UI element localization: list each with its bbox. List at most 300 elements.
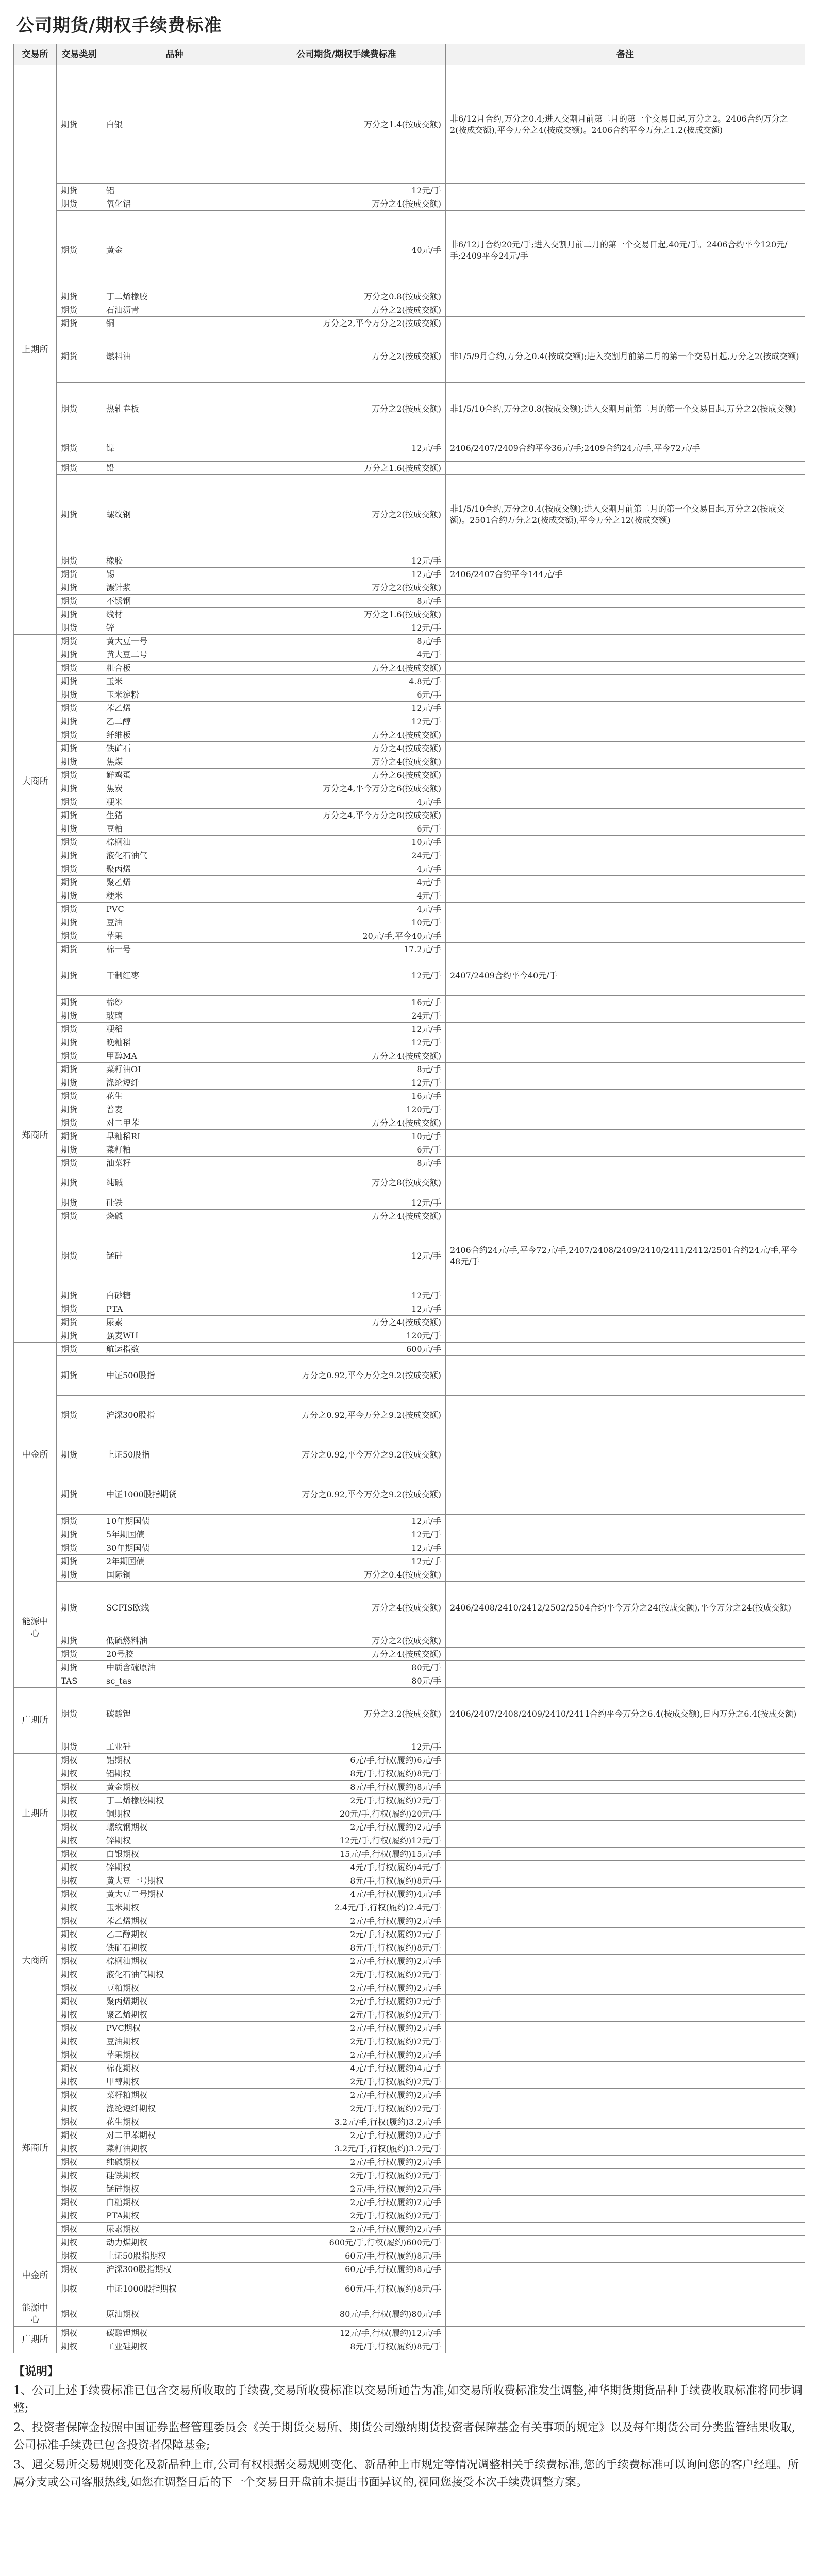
category-cell: 期货 bbox=[57, 1661, 102, 1674]
fee-cell: 8元/手,行权(履约)8元/手 bbox=[247, 1874, 446, 1888]
table-row bbox=[14, 2340, 805, 2353]
fee-cell: 12元/手 bbox=[247, 554, 446, 568]
remark-cell bbox=[446, 1661, 805, 1674]
fee-cell: 万分之4(按成交额) bbox=[247, 1316, 446, 1329]
remark-cell bbox=[446, 2209, 805, 2223]
product-cell: 镍 bbox=[102, 435, 247, 462]
category-cell: 期货 bbox=[57, 1289, 102, 1302]
product-cell: 黄大豆二号期权 bbox=[102, 1888, 247, 1901]
remark-cell bbox=[446, 2062, 805, 2075]
exchange-cell: 能源中心 bbox=[14, 2302, 57, 2327]
remark-cell bbox=[446, 1861, 805, 1874]
fee-cell: 2元/手,行权(履约)2元/手 bbox=[247, 1955, 446, 1968]
remark-cell bbox=[446, 1049, 805, 1063]
table-row bbox=[14, 435, 805, 462]
category-cell: 期货 bbox=[57, 184, 102, 197]
table-row bbox=[14, 742, 805, 755]
table-row bbox=[14, 1794, 805, 1807]
category-cell: 期权 bbox=[57, 1807, 102, 1821]
remark-cell bbox=[446, 1435, 805, 1475]
product-cell: 石油沥青 bbox=[102, 303, 247, 317]
product-cell: 锌期权 bbox=[102, 1834, 247, 1848]
product-cell: 10年期国债 bbox=[102, 1515, 247, 1528]
fee-cell: 万分之4(按成交额) bbox=[247, 755, 446, 769]
table-row bbox=[14, 2326, 805, 2340]
table-row bbox=[14, 1754, 805, 1767]
product-cell: 螺纹钢 bbox=[102, 475, 247, 554]
product-cell: 液化石油气期权 bbox=[102, 1968, 247, 1981]
fee-cell: 12元/手,行权(履约)12元/手 bbox=[247, 2326, 446, 2340]
category-cell: 期权 bbox=[57, 2276, 102, 2302]
fee-cell: 3.2元/手,行权(履约)3.2元/手 bbox=[247, 2115, 446, 2129]
table-row bbox=[14, 1848, 805, 1861]
table-row bbox=[14, 903, 805, 916]
remark-cell: 2406/2408/2410/2412/2502/2504合约平今万分之24(按成交额),平今万分之24(按成交额) bbox=[446, 1582, 805, 1634]
table-row bbox=[14, 1103, 805, 1116]
category-cell: 期权 bbox=[57, 2062, 102, 2075]
product-cell: 聚乙烯 bbox=[102, 876, 247, 889]
table-row bbox=[14, 383, 805, 435]
table-row bbox=[14, 1076, 805, 1090]
table-row bbox=[14, 929, 805, 943]
fee-cell: 2元/手,行权(履约)2元/手 bbox=[247, 1821, 446, 1834]
remark-cell bbox=[446, 715, 805, 728]
fee-cell: 12元/手 bbox=[247, 1302, 446, 1316]
table-row bbox=[14, 1223, 805, 1289]
product-cell: 橡胶 bbox=[102, 554, 247, 568]
exchange-cell: 上期所 bbox=[14, 1754, 57, 1874]
fee-cell: 2元/手,行权(履约)2元/手 bbox=[247, 1981, 446, 1995]
table-row bbox=[14, 2236, 805, 2249]
fee-cell: 万分之0.92,平今万分之9.2(按成交额) bbox=[247, 1396, 446, 1435]
table-row bbox=[14, 1316, 805, 1329]
fee-cell: 万分之0.4(按成交额) bbox=[247, 1568, 446, 1582]
category-cell: 期货 bbox=[57, 435, 102, 462]
table-row bbox=[14, 2142, 805, 2156]
header-remark: 备注 bbox=[446, 44, 805, 65]
category-cell: 期货 bbox=[57, 1210, 102, 1223]
remark-cell bbox=[446, 1740, 805, 1754]
product-cell: 国际铜 bbox=[102, 1568, 247, 1582]
fee-cell: 万分之4(按成交额) bbox=[247, 197, 446, 211]
table-row bbox=[14, 197, 805, 211]
remark-cell bbox=[446, 2129, 805, 2142]
product-cell: 黄大豆一号期权 bbox=[102, 1874, 247, 1888]
category-cell: 期权 bbox=[57, 2008, 102, 2022]
category-cell: 期权 bbox=[57, 1821, 102, 1834]
remark-cell bbox=[446, 1528, 805, 1541]
product-cell: 黄大豆一号 bbox=[102, 635, 247, 648]
remark-cell bbox=[446, 1848, 805, 1861]
remark-cell bbox=[446, 1874, 805, 1888]
table-row bbox=[14, 889, 805, 903]
product-cell: 乙二醇 bbox=[102, 715, 247, 728]
table-row bbox=[14, 184, 805, 197]
table-row bbox=[14, 1009, 805, 1023]
category-cell: 期货 bbox=[57, 1634, 102, 1648]
fee-cell: 2元/手,行权(履约)2元/手 bbox=[247, 2022, 446, 2035]
category-cell: 期货 bbox=[57, 1076, 102, 1090]
fee-cell: 6元/手 bbox=[247, 1143, 446, 1157]
category-cell: 期权 bbox=[57, 1955, 102, 1968]
category-cell: 期货 bbox=[57, 769, 102, 782]
table-row bbox=[14, 65, 805, 184]
table-row bbox=[14, 2022, 805, 2035]
category-cell: 期货 bbox=[57, 621, 102, 635]
table-row bbox=[14, 581, 805, 595]
product-cell: PVC bbox=[102, 903, 247, 916]
remark-cell bbox=[446, 702, 805, 715]
fee-cell: 16元/手 bbox=[247, 996, 446, 1009]
product-cell: 黄金期权 bbox=[102, 1781, 247, 1794]
category-cell: 期权 bbox=[57, 1834, 102, 1848]
category-cell: 期货 bbox=[57, 635, 102, 648]
remark-cell bbox=[446, 2182, 805, 2196]
remark-cell bbox=[446, 662, 805, 675]
product-cell: PTA bbox=[102, 1302, 247, 1316]
table-row bbox=[14, 1143, 805, 1157]
category-cell: 期货 bbox=[57, 1435, 102, 1475]
product-cell: 苹果 bbox=[102, 929, 247, 943]
category-cell: 期货 bbox=[57, 1329, 102, 1343]
table-row bbox=[14, 1688, 805, 1740]
remark-cell bbox=[446, 2022, 805, 2035]
remark-cell bbox=[446, 1356, 805, 1396]
fee-cell: 8元/手,行权(履约)8元/手 bbox=[247, 2340, 446, 2353]
category-cell: 期货 bbox=[57, 795, 102, 809]
table-body bbox=[14, 65, 805, 2353]
category-cell: 期货 bbox=[57, 1116, 102, 1130]
product-cell: 强麦WH bbox=[102, 1329, 247, 1343]
fee-cell: 20元/手,行权(履约)20元/手 bbox=[247, 1807, 446, 1821]
remark-cell bbox=[446, 1807, 805, 1821]
category-cell: 期权 bbox=[57, 2102, 102, 2115]
fee-cell: 万分之1.6(按成交额) bbox=[247, 462, 446, 475]
category-cell: 期货 bbox=[57, 1528, 102, 1541]
category-cell: 期货 bbox=[57, 929, 102, 943]
remark-cell bbox=[446, 1901, 805, 1914]
table-row bbox=[14, 1130, 805, 1143]
remark-cell bbox=[446, 836, 805, 849]
table-header-row bbox=[14, 44, 805, 65]
fee-cell: 12元/手 bbox=[247, 956, 446, 996]
product-cell: 花生 bbox=[102, 1090, 247, 1103]
product-cell: 铅 bbox=[102, 462, 247, 475]
remark-cell bbox=[446, 782, 805, 795]
product-cell: 棉花期权 bbox=[102, 2062, 247, 2075]
exchange-cell: 郑商所 bbox=[14, 2048, 57, 2249]
category-cell: 期货 bbox=[57, 1063, 102, 1076]
fee-cell: 万分之0.92,平今万分之9.2(按成交额) bbox=[247, 1435, 446, 1475]
remark-cell bbox=[446, 1794, 805, 1807]
remark-cell bbox=[446, 2115, 805, 2129]
category-cell: 期货 bbox=[57, 1356, 102, 1396]
category-cell: 期货 bbox=[57, 568, 102, 581]
fee-cell: 4元/手 bbox=[247, 903, 446, 916]
table-row bbox=[14, 2062, 805, 2075]
table-row bbox=[14, 1196, 805, 1210]
product-cell: 2年期国债 bbox=[102, 1555, 247, 1568]
product-cell: 氧化铝 bbox=[102, 197, 247, 211]
category-cell: 期权 bbox=[57, 2129, 102, 2142]
category-cell: 期货 bbox=[57, 317, 102, 330]
category-cell: 期货 bbox=[57, 1568, 102, 1582]
table-row bbox=[14, 1955, 805, 1968]
category-cell: 期货 bbox=[57, 1023, 102, 1036]
category-cell: 期货 bbox=[57, 1223, 102, 1289]
fee-cell: 2元/手,行权(履约)2元/手 bbox=[247, 1995, 446, 2008]
table-row bbox=[14, 1995, 805, 2008]
category-cell: 期权 bbox=[57, 1901, 102, 1914]
fee-cell: 4元/手 bbox=[247, 862, 446, 876]
fee-cell: 17.2元/手 bbox=[247, 943, 446, 956]
product-cell: 丁二烯橡胶 bbox=[102, 290, 247, 303]
fee-cell: 10元/手 bbox=[247, 916, 446, 929]
fee-cell: 80元/手 bbox=[247, 1674, 446, 1688]
table-row bbox=[14, 1674, 805, 1688]
table-row bbox=[14, 876, 805, 889]
table-row bbox=[14, 1170, 805, 1196]
product-cell: 普麦 bbox=[102, 1103, 247, 1116]
table-row bbox=[14, 675, 805, 688]
fee-cell: 12元/手 bbox=[247, 1289, 446, 1302]
table-row bbox=[14, 2102, 805, 2115]
fee-cell: 万分之4,平今万分之8(按成交额) bbox=[247, 809, 446, 822]
fee-cell: 万分之4(按成交额) bbox=[247, 1210, 446, 1223]
table-row bbox=[14, 595, 805, 608]
category-cell: 期货 bbox=[57, 688, 102, 702]
product-cell: 中质含硫原油 bbox=[102, 1661, 247, 1674]
fee-cell: 6元/手,行权(履约)6元/手 bbox=[247, 1754, 446, 1767]
exchange-cell: 能源中心 bbox=[14, 1568, 57, 1688]
table-row bbox=[14, 2169, 805, 2182]
remark-cell bbox=[446, 2263, 805, 2276]
remark-cell bbox=[446, 1888, 805, 1901]
remark-cell bbox=[446, 1090, 805, 1103]
category-cell: 期货 bbox=[57, 581, 102, 595]
category-cell: 期货 bbox=[57, 996, 102, 1009]
table-row bbox=[14, 1049, 805, 1063]
product-cell: 碳酸锂 bbox=[102, 1688, 247, 1740]
product-cell: 玉米期权 bbox=[102, 1901, 247, 1914]
product-cell: 铁矿石期权 bbox=[102, 1941, 247, 1955]
remark-cell bbox=[446, 929, 805, 943]
product-cell: 对二甲苯 bbox=[102, 1116, 247, 1130]
fee-cell: 万分之1.4(按成交额) bbox=[247, 65, 446, 184]
product-cell: 锰硅期权 bbox=[102, 2182, 247, 2196]
product-cell: 菜籽油期权 bbox=[102, 2142, 247, 2156]
remark-cell bbox=[446, 795, 805, 809]
remark-cell bbox=[446, 290, 805, 303]
product-cell: 锌 bbox=[102, 621, 247, 635]
category-cell: 期权 bbox=[57, 1794, 102, 1807]
category-cell: 期权 bbox=[57, 2263, 102, 2276]
product-cell: 豆油 bbox=[102, 916, 247, 929]
exchange-cell: 广期所 bbox=[14, 2326, 57, 2353]
table-row bbox=[14, 1941, 805, 1955]
fee-cell: 万分之8(按成交额) bbox=[247, 1170, 446, 1196]
category-cell: 期货 bbox=[57, 290, 102, 303]
remark-cell bbox=[446, 728, 805, 742]
fee-cell: 40元/手 bbox=[247, 211, 446, 290]
fee-cell: 120元/手 bbox=[247, 1103, 446, 1116]
fee-cell: 12元/手 bbox=[247, 1541, 446, 1555]
table-row bbox=[14, 1116, 805, 1130]
remark-cell bbox=[446, 1170, 805, 1196]
product-cell: 不锈钢 bbox=[102, 595, 247, 608]
fee-cell: 万分之1.6(按成交额) bbox=[247, 608, 446, 621]
remark-cell bbox=[446, 197, 805, 211]
fee-cell: 万分之4(按成交额) bbox=[247, 728, 446, 742]
remark-cell bbox=[446, 2249, 805, 2263]
product-cell: 线材 bbox=[102, 608, 247, 621]
remark-cell: 2406/2407/2408/2409/2410/2411合约平今万分之6.4(按成交额),日内万分之6.4(按成交额) bbox=[446, 1688, 805, 1740]
fee-cell: 2元/手,行权(履约)2元/手 bbox=[247, 2102, 446, 2115]
table-row bbox=[14, 568, 805, 581]
exchange-cell: 广期所 bbox=[14, 1688, 57, 1754]
fee-cell: 万分之4(按成交额) bbox=[247, 742, 446, 755]
table-row bbox=[14, 2115, 805, 2129]
product-cell: 对二甲苯期权 bbox=[102, 2129, 247, 2142]
table-row bbox=[14, 1582, 805, 1634]
table-row bbox=[14, 795, 805, 809]
remark-cell bbox=[446, 635, 805, 648]
table-row bbox=[14, 1648, 805, 1661]
category-cell: 期货 bbox=[57, 1740, 102, 1754]
remark-cell bbox=[446, 1568, 805, 1582]
fee-cell: 万分之0.8(按成交额) bbox=[247, 290, 446, 303]
category-cell: 期权 bbox=[57, 2115, 102, 2129]
product-cell: 豆粕 bbox=[102, 822, 247, 836]
product-cell: 菜籽油OI bbox=[102, 1063, 247, 1076]
product-cell: 纯碱 bbox=[102, 1170, 247, 1196]
category-cell: 期权 bbox=[57, 1848, 102, 1861]
category-cell: 期货 bbox=[57, 462, 102, 475]
remark-cell bbox=[446, 1210, 805, 1223]
remark-cell bbox=[446, 1157, 805, 1170]
fee-cell: 12元/手 bbox=[247, 715, 446, 728]
fee-cell: 120元/手 bbox=[247, 1329, 446, 1343]
notes-title: 【说明】 bbox=[13, 2364, 59, 2378]
category-cell: 期货 bbox=[57, 1049, 102, 1063]
table-row bbox=[14, 1435, 805, 1475]
product-cell: 航运指数 bbox=[102, 1343, 247, 1356]
category-cell: 期权 bbox=[57, 1928, 102, 1941]
remark-cell bbox=[446, 1396, 805, 1435]
remark-cell bbox=[446, 2276, 805, 2302]
product-cell: 生猪 bbox=[102, 809, 247, 822]
table-row bbox=[14, 1302, 805, 1316]
remark-cell bbox=[446, 1955, 805, 1968]
table-row bbox=[14, 1210, 805, 1223]
fee-cell: 4元/手 bbox=[247, 889, 446, 903]
category-cell: 期货 bbox=[57, 862, 102, 876]
remark-cell: 非6/12月合约20元/手;进入交割月前二月的第一个交易日起,40元/手。2406合约平今120元/手;2409平今24元/手 bbox=[446, 211, 805, 290]
fee-cell: 24元/手 bbox=[247, 1009, 446, 1023]
category-cell: 期货 bbox=[57, 1157, 102, 1170]
table-row bbox=[14, 2249, 805, 2263]
note-item: 1、公司上述手续费标准已包含交易所收取的手续费,交易所收费标准以交易所通告为准,如交易所收费标准发生调整,神华期货期货品种手续费收取标准将同步调整; bbox=[13, 2384, 803, 2415]
product-cell: 黄大豆二号 bbox=[102, 648, 247, 662]
fee-cell: 60元/手,行权(履约)8元/手 bbox=[247, 2276, 446, 2302]
table-row bbox=[14, 2196, 805, 2209]
fee-cell: 8元/手,行权(履约)8元/手 bbox=[247, 1767, 446, 1781]
product-cell: 尿素期权 bbox=[102, 2223, 247, 2236]
category-cell: 期货 bbox=[57, 916, 102, 929]
product-cell: 粳米 bbox=[102, 795, 247, 809]
product-cell: sc_tas bbox=[102, 1674, 247, 1688]
table-row bbox=[14, 1063, 805, 1076]
fee-cell: 3.2元/手,行权(履约)3.2元/手 bbox=[247, 2142, 446, 2156]
table-row bbox=[14, 1928, 805, 1941]
product-cell: 硅铁期权 bbox=[102, 2169, 247, 2182]
product-cell: 热轧卷板 bbox=[102, 383, 247, 435]
category-cell: 期权 bbox=[57, 2340, 102, 2353]
fee-cell: 600元/手 bbox=[247, 1343, 446, 1356]
fee-cell: 2元/手,行权(履约)2元/手 bbox=[247, 1914, 446, 1928]
remark-cell bbox=[446, 996, 805, 1009]
product-cell: 中证1000股指期权 bbox=[102, 2276, 247, 2302]
fee-cell: 12元/手 bbox=[247, 1555, 446, 1568]
category-cell: 期货 bbox=[57, 1648, 102, 1661]
category-cell: 期货 bbox=[57, 1103, 102, 1116]
fee-cell: 600元/手,行权(履约)600元/手 bbox=[247, 2236, 446, 2249]
product-cell: PVC期权 bbox=[102, 2022, 247, 2035]
remark-cell bbox=[446, 621, 805, 635]
category-cell: 期权 bbox=[57, 2209, 102, 2223]
remark-cell bbox=[446, 1343, 805, 1356]
category-cell: 期权 bbox=[57, 2022, 102, 2035]
remark-cell bbox=[446, 184, 805, 197]
product-cell: 漂针浆 bbox=[102, 581, 247, 595]
product-cell: 30年期国债 bbox=[102, 1541, 247, 1555]
remark-cell bbox=[446, 742, 805, 755]
product-cell: 铝 bbox=[102, 184, 247, 197]
fee-cell: 万分之2,平今万分之2(按成交额) bbox=[247, 317, 446, 330]
table-row bbox=[14, 2263, 805, 2276]
category-cell: 期权 bbox=[57, 1861, 102, 1874]
category-cell: 期权 bbox=[57, 1914, 102, 1928]
table-row bbox=[14, 1343, 805, 1356]
table-row bbox=[14, 782, 805, 795]
product-cell: 动力煤期权 bbox=[102, 2236, 247, 2249]
category-cell: 期货 bbox=[57, 956, 102, 996]
fee-cell: 4元/手 bbox=[247, 648, 446, 662]
product-cell: 聚乙烯期权 bbox=[102, 2008, 247, 2022]
table-row bbox=[14, 956, 805, 996]
fee-cell: 2元/手,行权(履约)2元/手 bbox=[247, 2035, 446, 2048]
product-cell: 花生期权 bbox=[102, 2115, 247, 2129]
remark-cell bbox=[446, 1914, 805, 1928]
table-row bbox=[14, 2075, 805, 2089]
category-cell: 期权 bbox=[57, 1781, 102, 1794]
product-cell: 白银 bbox=[102, 65, 247, 184]
product-cell: 锰硅 bbox=[102, 1223, 247, 1289]
fee-cell: 6元/手 bbox=[247, 822, 446, 836]
note-item: 3、遇交易所交易规则变化及新品种上市,公司有权根据交易规则变化、新品种上市规定等情况调整相关手续费标准,您的手续费标准可以询问您的客户经理。所属分支或公司客服热线,如您在调整日后的下一个交易日开盘前未提出书面异议的,视同您接受本次手续费调整方案。 bbox=[13, 2459, 799, 2489]
remark-cell bbox=[446, 581, 805, 595]
category-cell: 期货 bbox=[57, 1302, 102, 1316]
category-cell: 期货 bbox=[57, 1582, 102, 1634]
fee-cell: 60元/手,行权(履约)8元/手 bbox=[247, 2263, 446, 2276]
fee-cell: 万分之4(按成交额) bbox=[247, 1648, 446, 1661]
category-cell: 期权 bbox=[57, 2249, 102, 2263]
note-item: 2、投资者保障金按照中国证券监督管理委员会《关于期货交易所、期货公司缴纳期货投资者保障基金有关事项的规定》以及每年期货公司分类监管结果收取,公司标准手续费已包含投资者保障基金; bbox=[13, 2421, 795, 2452]
product-cell: 焦炭 bbox=[102, 782, 247, 795]
remark-cell bbox=[446, 1928, 805, 1941]
table-row bbox=[14, 1981, 805, 1995]
category-cell: 期货 bbox=[57, 662, 102, 675]
